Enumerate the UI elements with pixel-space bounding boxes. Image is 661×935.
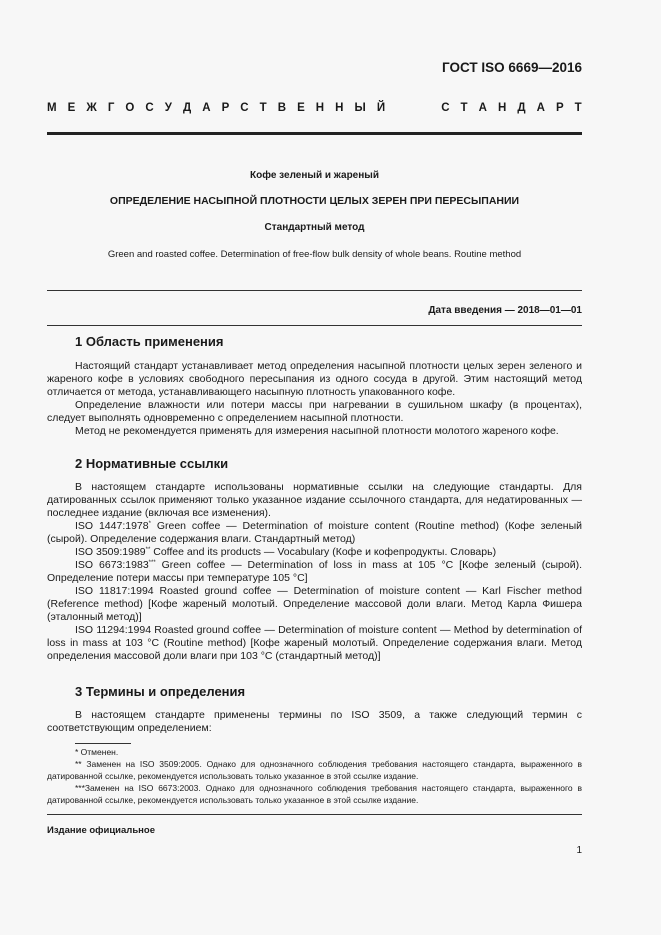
banner-letter: А (202, 102, 211, 114)
header-rule (47, 132, 582, 135)
banner-letter: С (441, 102, 450, 114)
footnotes (47, 746, 582, 806)
banner-letter: Ы (354, 102, 366, 114)
paragraph: Настоящий стандарт устанавливает метод определения насыпной плотности целых зерен зеленого и жареного кофе в условиях свободного пересыпания из одного сосуда в другой. Этим настоящий метод отличается от метода, устанавливающего насыпную плотность упакованного кофе. (47, 360, 582, 398)
reference-item: ISO 1447:1978* Green coffee — Determination of moisture content (Routine method) (Кофе зеленый (сырой). Определение содержания влаги. Стандартный метод) (47, 520, 583, 545)
footer-rule (47, 814, 582, 815)
banner-letter: Н (497, 102, 507, 114)
banner-letter: Ж (86, 102, 97, 114)
banner-letter: С (145, 102, 154, 114)
footnote: * Отменен. (75, 747, 119, 757)
banner-letter: Н (335, 102, 344, 114)
banner-letter: У (164, 102, 172, 114)
banner-letter: Т (460, 102, 468, 114)
introduction-date: Дата введения — 2018—01—01 (428, 305, 582, 316)
banner-letter: А (536, 102, 545, 114)
standard-type-banner (47, 100, 582, 116)
section-2-heading: 2 Нормативные ссылки (75, 456, 229, 471)
footnote: ***Заменен на ISO 6673:2003. Однако для однозначного соблюдения требования настоящего стандарта, выраженного в датированной ссылке, рекомендуется использовать только указанное в этой ссылке издание. (47, 783, 582, 805)
banner-letter: А (478, 102, 487, 114)
section-3-heading: 3 Термины и определения (75, 684, 246, 699)
reference-item: ISO 11817:1994 Roasted ground coffee — Determination of moisture content — Karl Fischer method (Reference method) [Кофе жареный молотый. Определение массовой доли влаги. Метод Карла Фишера (эталонный метод)] (47, 585, 582, 623)
banner-letter: Д (182, 102, 192, 114)
reference-item: ISO 6673:1983*** Green coffee — Determination of loss in mass at 105 °C [Кофе зеленый (сырой). Определение потери массы при температуре 105 °C] (47, 559, 583, 584)
banner-gap (396, 100, 430, 116)
paragraph: В настоящем стандарте применены термины по ISO 3509, а также следующий термин с соответствующим определением: (47, 709, 582, 734)
standard-title: ОПРЕДЕЛЕНИЕ НАСЫПНОЙ ПЛОТНОСТИ ЦЕЛЫХ ЗЕРЕН ПРИ ПЕРЕСЫПАНИИ (109, 195, 520, 207)
section-3-body (47, 709, 582, 735)
edition-label: Издание официальное (47, 825, 155, 836)
paragraph: Метод не рекомендуется применять для измерения насыпной плотности молотого жареного кофе. (75, 425, 559, 437)
standard-method: Стандартный метод (264, 222, 365, 233)
banner-letter: М (47, 102, 57, 114)
footnote: ** Заменен на ISO 3509:2005. Однако для однозначного соблюдения требования настоящего стандарта, выраженного в датированной ссылке, рекомендуется использовать только указанное в этой ссылке издание. (47, 759, 582, 781)
section-1-body (47, 360, 582, 438)
paragraph: В настоящем стандарте использованы нормативные ссылки на следующие стандарты. Для датированных ссылок применяют только указанное издание ссылочного стандарта, для недатированных — последнее издание (включая все изменения). (47, 481, 582, 519)
banner-letter: Н (315, 102, 325, 114)
document-code: ГОСТ ISO 6669—2016 (442, 60, 582, 75)
banner-letter: Т (574, 102, 582, 114)
section-1-heading: 1 Область применения (75, 334, 224, 349)
title-rule (47, 290, 582, 291)
banner-letter: Й (376, 102, 386, 114)
banner-letter: О (125, 102, 135, 114)
banner-letter: Е (67, 102, 76, 114)
banner-letter: Т (259, 102, 267, 114)
reference-item: ISO 11294:1994 Roasted ground coffee — Determination of moisture content — Method by determination of loss in mass at 103 °C (Routine method) [Кофе жареный молотый. Определение содержания влаги. Метод определения массовой доли влаги при 103 °C (стандартный метод)] (47, 624, 582, 662)
english-title: Green and roasted coffee. Determination of free-flow bulk density of whole beans. Routine method (107, 249, 522, 260)
banner-letter: В (277, 102, 287, 114)
banner-letter: С (240, 102, 249, 114)
banner-letter: Д (517, 102, 526, 114)
page-number: 1 (576, 845, 582, 856)
standard-subject: Кофе зеленый и жареный (250, 170, 379, 181)
banner-letter: Г (107, 102, 115, 114)
reference-item: ISO 3509:1989** Coffee and its products — Vocabulary (Кофе и кофепродукты. Словарь) (75, 546, 497, 558)
banner-letter: Р (221, 102, 230, 114)
footnote-rule (75, 743, 131, 744)
paragraph: Определение влажности или потери массы при нагревании в сушильном шкафу (в процентах), следует выполнять одновременно с определением насыпной плотности. (47, 399, 582, 424)
section-2-body (47, 481, 582, 663)
banner-letter: Р (555, 102, 564, 114)
date-rule (47, 325, 582, 326)
banner-letter: Е (297, 102, 305, 114)
